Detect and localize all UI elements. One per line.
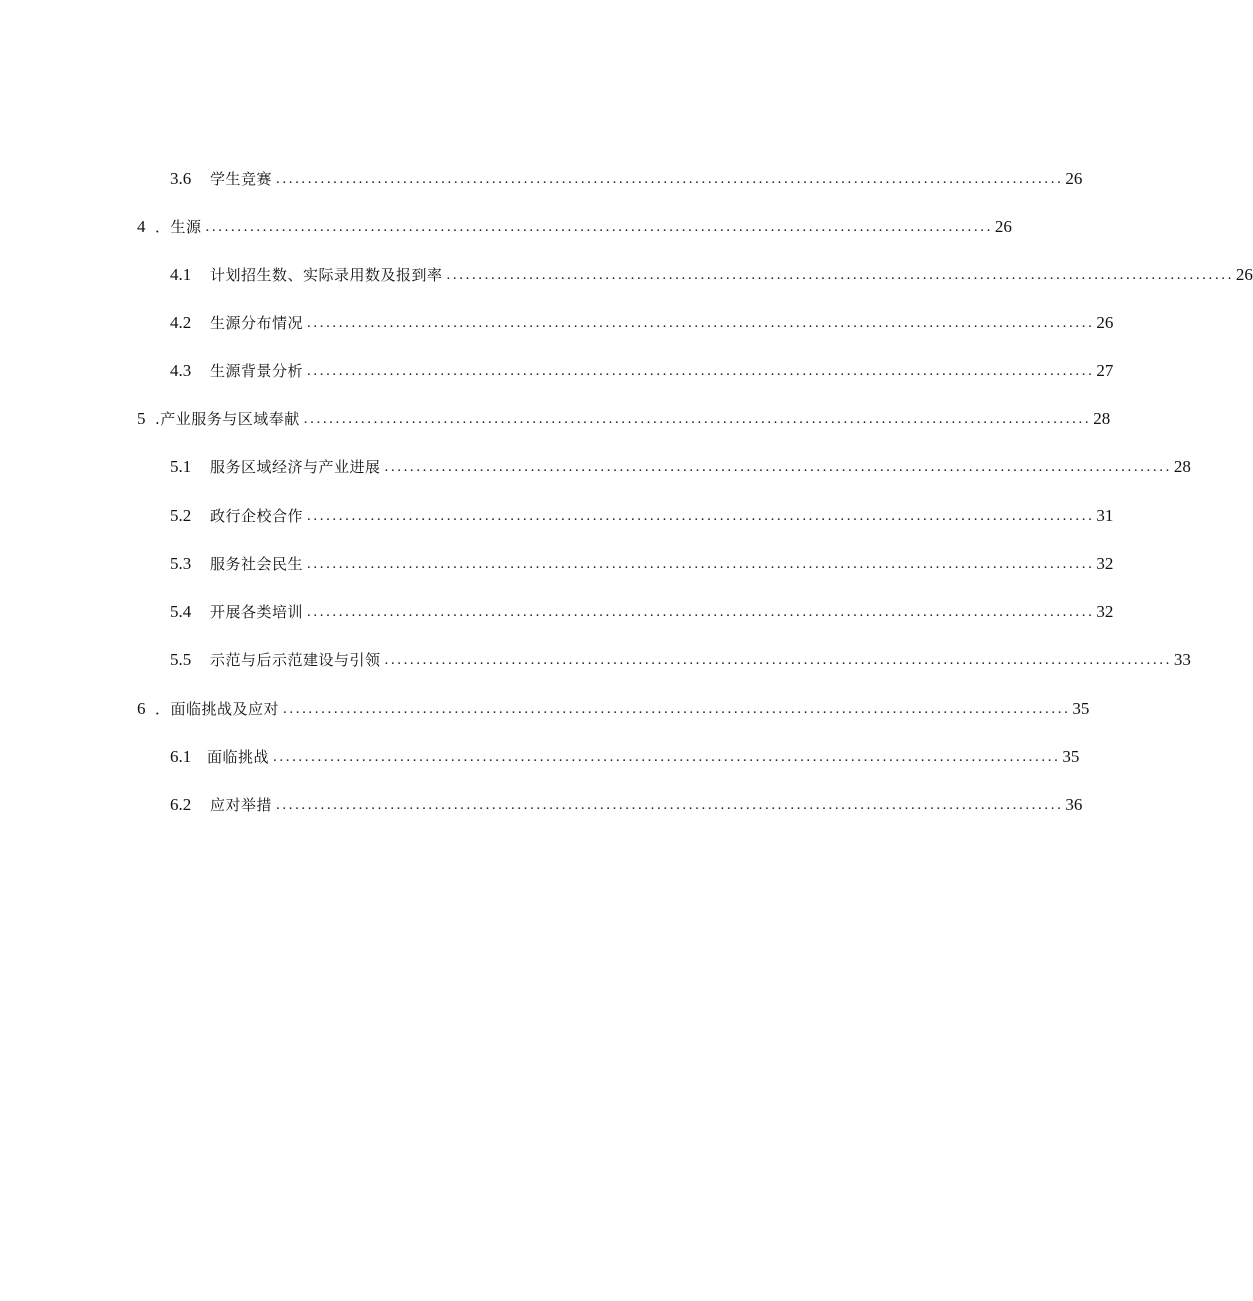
toc-entry-5-1[interactable] <box>170 454 1191 480</box>
toc-entry-page: 36 <box>1065 795 1083 814</box>
toc-dot-leader: ............................................................................................................................ <box>205 219 993 235</box>
toc-entry-title: ．生源 <box>155 218 202 236</box>
toc-entry-number: 5 <box>137 409 146 428</box>
toc-dot-leader: ............................................................................................................................ <box>276 797 1064 813</box>
toc-dot-leader: ............................................................................................................................ <box>384 652 1172 668</box>
toc-dot-leader: ............................................................................................................................ <box>307 556 1095 572</box>
toc-entry-4-2[interactable] <box>170 310 1114 336</box>
toc-dot-leader: ............................................................................................................................ <box>446 267 1234 283</box>
toc-entry-page: 35 <box>1072 699 1090 718</box>
toc-entry-page: 26 <box>1096 313 1114 332</box>
toc-dot-leader: ............................................................................................................................ <box>307 363 1095 379</box>
toc-entry-number: 4.1 <box>170 265 192 284</box>
toc-entry-6[interactable] <box>137 696 1090 722</box>
toc-entry-number: 6.1 <box>170 747 192 766</box>
toc-entry-title: 应对举措 <box>210 796 273 814</box>
toc-entry-page: 32 <box>1096 602 1114 621</box>
toc-entry-number: 5.1 <box>170 457 192 476</box>
toc-entry-number: 6.2 <box>170 795 192 814</box>
toc-dot-leader: ............................................................................................................................ <box>273 749 1061 765</box>
toc-dot-leader: ............................................................................................................................ <box>307 508 1095 524</box>
toc-entry-number: 5.5 <box>170 650 192 669</box>
toc-entry-title: ．面临挑战及应对 <box>155 700 280 718</box>
toc-entry-5[interactable] <box>137 406 1111 432</box>
toc-entry-number: 5.4 <box>170 602 192 621</box>
toc-entry-title: 生源背景分析 <box>210 362 304 380</box>
toc-entry-page: 26 <box>1235 265 1253 284</box>
toc-entry-title: 开展各类培训 <box>210 603 304 621</box>
toc-entry-title: 服务区域经济与产业进展 <box>210 458 381 476</box>
toc-entry-title: 生源分布情况 <box>210 314 304 332</box>
toc-entry-5-2[interactable] <box>170 503 1114 529</box>
toc-entry-page: 33 <box>1173 650 1191 669</box>
toc-entry-page: 35 <box>1062 747 1080 766</box>
toc-entry-4-1[interactable] <box>170 262 1253 288</box>
toc-entry-3-6[interactable] <box>170 166 1083 192</box>
toc-entry-4[interactable] <box>137 214 1012 240</box>
toc-entry-number: 4 <box>137 217 146 236</box>
toc-entry-6-1[interactable] <box>170 744 1080 770</box>
toc-entry-number: 4.2 <box>170 313 192 332</box>
toc-dot-leader: ............................................................................................................................ <box>303 411 1092 427</box>
toc-entry-4-3[interactable] <box>170 358 1114 384</box>
toc-entry-title: 政行企校合作 <box>210 507 304 525</box>
toc-entry-number: 5.2 <box>170 506 192 525</box>
toc-entry-5-5[interactable] <box>170 647 1191 673</box>
toc-entry-page: 31 <box>1096 506 1114 525</box>
toc-entry-number: 3.6 <box>170 169 192 188</box>
toc-entry-6-2[interactable] <box>170 792 1083 818</box>
toc-entry-title: 面临挑战 <box>207 748 270 766</box>
toc-entry-page: 32 <box>1096 554 1114 573</box>
toc-entry-title: 示范与后示范建设与引领 <box>210 651 381 669</box>
toc-entry-number: 4.3 <box>170 361 192 380</box>
toc-dot-leader: ............................................................................................................................ <box>307 604 1095 620</box>
toc-entry-number: 6 <box>137 699 146 718</box>
toc-dot-leader: ............................................................................................................................ <box>276 171 1064 187</box>
toc-entry-page: 26 <box>1065 169 1083 188</box>
toc-dot-leader: ............................................................................................................................ <box>384 459 1172 475</box>
toc-dot-leader: ............................................................................................................................ <box>307 315 1095 331</box>
toc-entry-page: 27 <box>1096 361 1114 380</box>
toc-entry-5-4[interactable] <box>170 599 1114 625</box>
toc-entry-page: 28 <box>1173 457 1191 476</box>
toc-entry-number: 5.3 <box>170 554 192 573</box>
toc-entry-title: 计划招生数、实际录用数及报到率 <box>210 266 443 284</box>
toc-entry-title: 服务社会民生 <box>210 555 304 573</box>
toc-entry-5-3[interactable] <box>170 551 1114 577</box>
toc-entry-title: .产业服务与区域奉献 <box>155 410 300 428</box>
toc-entry-title: 学生竞赛 <box>210 170 273 188</box>
toc-entry-page: 28 <box>1093 409 1111 428</box>
toc-entry-page: 26 <box>994 217 1012 236</box>
toc-dot-leader: ............................................................................................................................ <box>283 701 1071 717</box>
